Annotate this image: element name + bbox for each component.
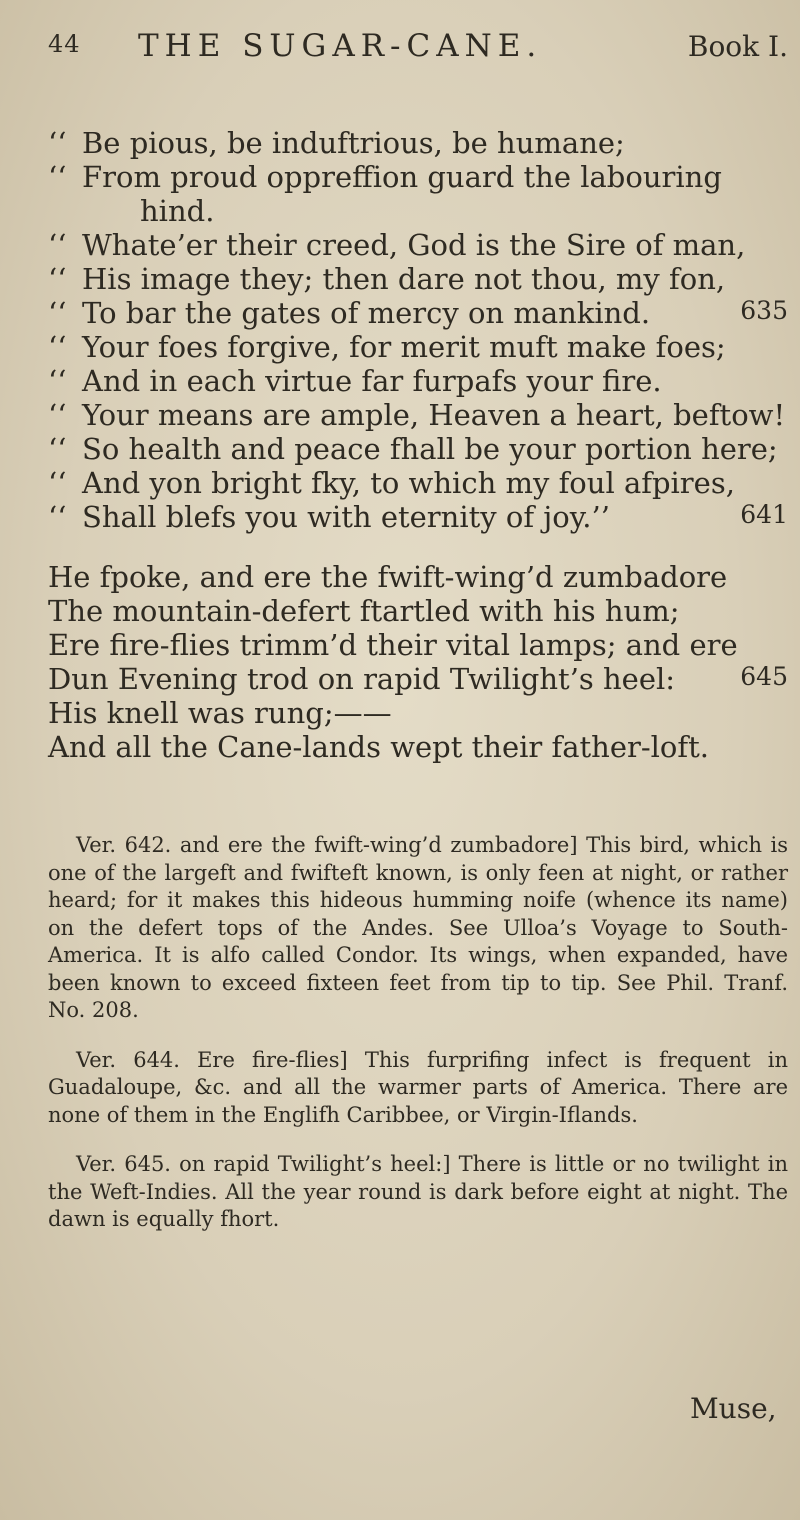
running-title: THE SUGAR-CANE. bbox=[138, 28, 543, 64]
footnote: Ver. 644. Ere fire-flies] This furprifing infect is frequent in Guadaloupe, &c. and all the warmer parts of America. There are none of them in the Englifh Caribbee, or Virgin-Iflands. bbox=[48, 1047, 788, 1127]
page-number: 44 bbox=[48, 30, 81, 58]
verse-line: ‘‘ Whate’er their creed, God is the Sire of man, bbox=[48, 228, 746, 262]
footnote: Ver. 642. and ere the fwift-wing’d zumbadore] This bird, which is one of the largeft and fwifteft known, is only feen at night, or rather heard; for it makes this hideous humming noife (whence its name) on the defert tops of the Andes. See Ulloa’s Voyage to South-America. It is alfo called Condor. Its wings, when expanded, have been known to exceed fixteen feet from tip to tip. See Phil. Tranf. No. 208. bbox=[48, 833, 788, 1022]
verse-line: Dun Evening trod on rapid Twilight’s heel: 645 bbox=[48, 662, 788, 696]
verse-block-speech bbox=[48, 126, 788, 534]
verse-line: He fpoke, and ere the fwift-wing’d zumbadore bbox=[48, 560, 728, 594]
verse-line: ‘‘ So health and peace fhall be your portion here; bbox=[48, 432, 778, 466]
verse-line: hind. bbox=[140, 194, 215, 228]
verse-line: ‘‘ Shall blefs you with eternity of joy.’’ 641 bbox=[48, 500, 788, 534]
book-label: Book I. bbox=[687, 30, 788, 63]
verse-line: ‘‘ Your means are ample, Heaven a heart, beftow! bbox=[48, 398, 786, 432]
verse-line: His knell was rung;—— bbox=[48, 696, 392, 730]
catchword: Muse, bbox=[690, 1392, 777, 1425]
running-header bbox=[48, 28, 788, 72]
line-number: 635 bbox=[740, 296, 788, 325]
footnotes bbox=[48, 832, 788, 1256]
verse-line: ‘‘ Be pious, be induftrious, be humane; bbox=[48, 126, 625, 160]
footnote: Ver. 645. on rapid Twilight’s heel:] There is little or no twilight in the Weft-Indies. All the year round is dark before eight at night. The dawn is equally fhort. bbox=[48, 1152, 788, 1231]
verse-block-narrative bbox=[48, 560, 788, 764]
verse-line: Ere fire-flies trimm’d their vital lamps; and ere bbox=[48, 628, 738, 662]
verse-line: ‘‘ And in each virtue far furpafs your fire. bbox=[48, 364, 662, 398]
line-number: 645 bbox=[740, 662, 788, 691]
verse-line: ‘‘ To bar the gates of mercy on mankind. 635 bbox=[48, 296, 788, 330]
line-number: 641 bbox=[740, 500, 788, 529]
verse-line: ‘‘ His image they; then dare not thou, my fon, bbox=[48, 262, 726, 296]
verse-line: And all the Cane-lands wept their father-loft. bbox=[48, 730, 709, 764]
verse-line: The mountain-defert ftartled with his hum; bbox=[48, 594, 680, 628]
verse-line: ‘‘ And yon bright fky, to which my foul afpires, bbox=[48, 466, 735, 500]
verse-line: ‘‘ From proud oppreffion guard the labouring bbox=[48, 160, 722, 194]
verse-line: ‘‘ Your foes forgive, for merit muft make foes; bbox=[48, 330, 726, 364]
